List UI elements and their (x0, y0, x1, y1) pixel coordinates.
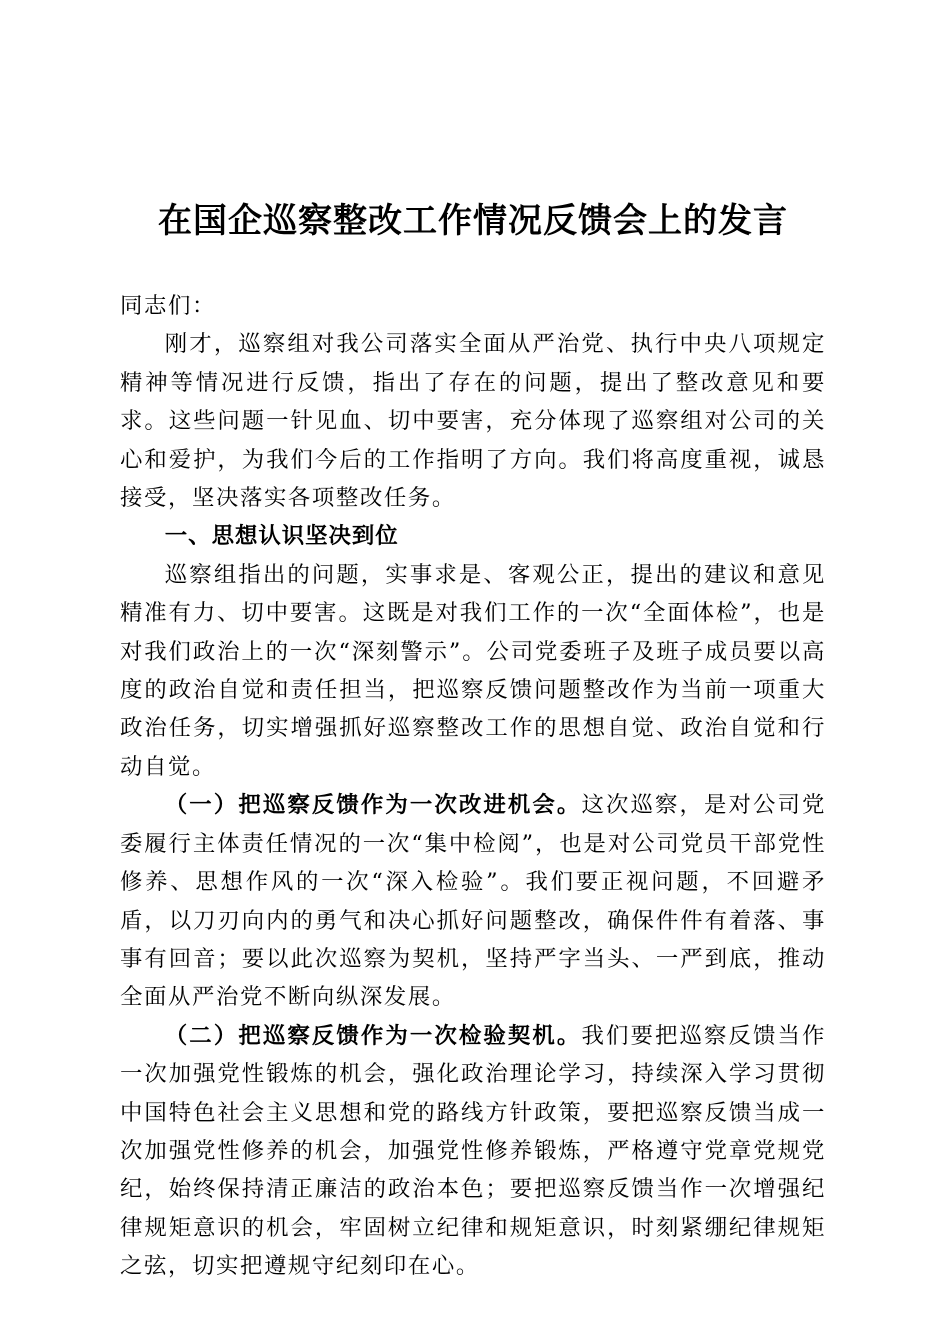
point-1-text: 这次巡察，是对公司党委履行主体责任情况的一次“集中检阅”，也是对公司党员干部党性修养、思想作风的一次“深入检验”。我们要正视问题，不回避矛盾，以刀刃向内的勇气和决心抓好问题整改，确保件件有着落、事事有回音；要以此次巡察为契机，坚持严字当头、一严到底，推动全面从严治党不断向纵深发展。 (120, 792, 827, 1011)
point-1-lead: （一）把巡察反馈作为一次改进机会。 (164, 792, 582, 819)
document-body (120, 287, 826, 1286)
section-1-paragraph: 巡察组指出的问题，实事求是、客观公正，提出的建议和意见精准有力、切中要害。这既是对我们工作的一次“全面体检”，也是对我们政治上的一次“深刻警示”。公司党委班子及班子成员要以高度的政治自觉和责任担当，把巡察反馈问题整改作为当前一项重大政治任务，切实增强抓好巡察整改工作的思想自觉、政治自觉和行动自觉。 (120, 561, 826, 780)
point-2-lead: （二）把巡察反馈作为一次检验契机。 (164, 1022, 582, 1049)
salutation: 同志们： (120, 293, 216, 319)
point-2-paragraph (120, 1017, 826, 1286)
section-heading-1: 一、思想认识坚决到位 (164, 523, 399, 550)
document-title: 在国企巡察整改工作情况反馈会上的发言 (158, 201, 788, 241)
point-1-paragraph (120, 786, 826, 1016)
point-2-text: 我们要把巡察反馈当作一次加强党性锻炼的机会，强化政治理论学习，持续深入学习贯彻中国特色社会主义思想和党的路线方针政策，要把巡察反馈当成一次加强党性修养的机会，加强党性修养锻炼，严格遵守党章党规党纪，始终保持清正廉洁的政治本色；要把巡察反馈当作一次增强纪律规矩意识的机会，牢固树立纪律和规矩意识，时刻紧绷纪律规矩之弦，切实把遵规守纪刻印在心。 (120, 1022, 827, 1280)
intro-paragraph: 刚才，巡察组对我公司落实全面从严治党、执行中央八项规定精神等情况进行反馈，指出了存在的问题，提出了整改意见和要求。这些问题一针见血、切中要害，充分体现了巡察组对公司的关心和爱护，为我们今后的工作指明了方向。我们将高度重视，诚恳接受，坚决落实各项整改任务。 (120, 331, 826, 512)
